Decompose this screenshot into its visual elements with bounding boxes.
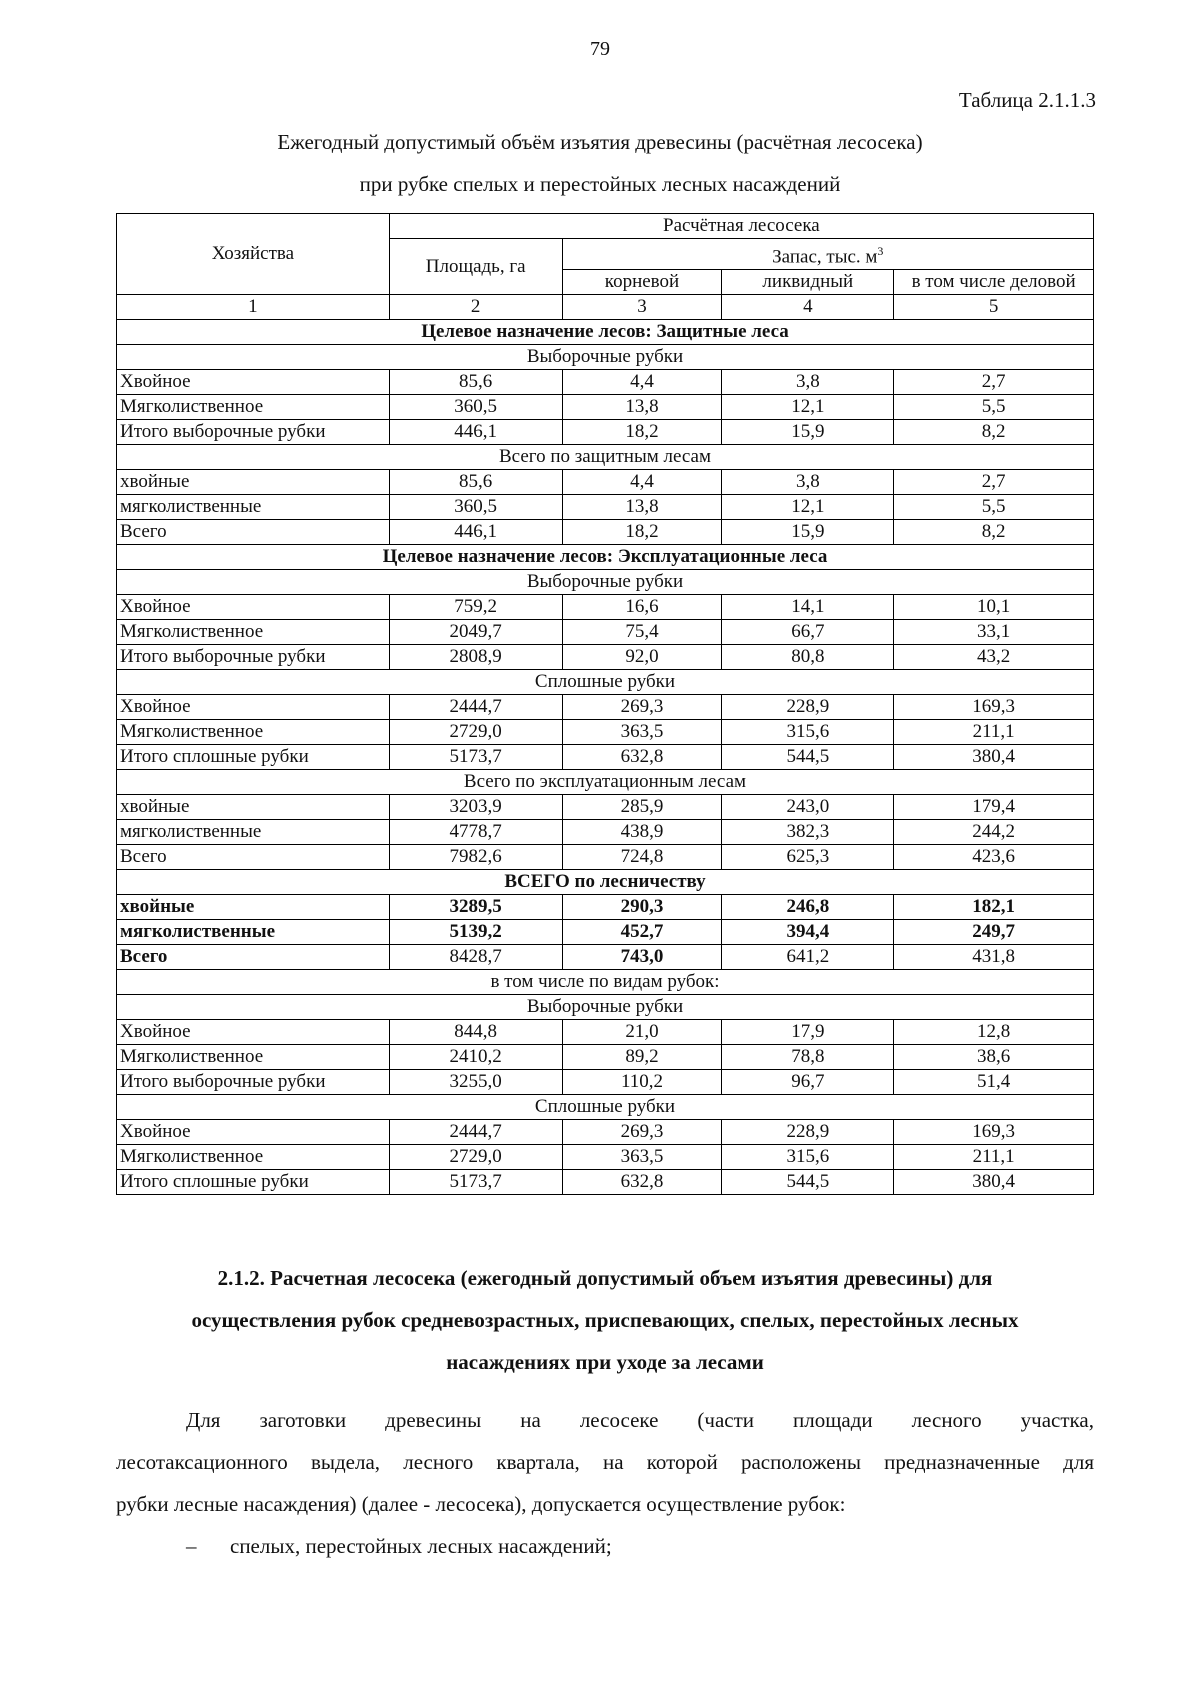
row-value: 2729,0: [389, 1145, 562, 1170]
row-value: 7982,6: [389, 845, 562, 870]
row-value: 244,2: [894, 820, 1094, 845]
section-title: Целевое назначение лесов: Защитные леса: [117, 320, 1094, 345]
row-label: Хвойное: [117, 1020, 390, 1045]
row-value: 363,5: [562, 720, 722, 745]
table-row: [117, 620, 1094, 645]
section-title: в том числе по видам рубок:: [117, 970, 1094, 995]
row-value: 285,9: [562, 795, 722, 820]
table-row: [117, 720, 1094, 745]
section-title: Сплошные рубки: [117, 1095, 1094, 1120]
row-value: 66,7: [722, 620, 894, 645]
row-value: 360,5: [389, 395, 562, 420]
bullet-text: спелых, перестойных лесных насаждений;: [230, 1534, 612, 1558]
row-value: 211,1: [894, 720, 1094, 745]
header-root: корневой: [562, 270, 722, 295]
row-value: 38,6: [894, 1045, 1094, 1070]
row-value: 211,1: [894, 1145, 1094, 1170]
row-value: 179,4: [894, 795, 1094, 820]
row-value: 21,0: [562, 1020, 722, 1045]
section-row: [117, 545, 1094, 570]
row-label: Итого сплошные рубки: [117, 1170, 390, 1195]
row-value: 759,2: [389, 595, 562, 620]
row-value: 641,2: [722, 945, 894, 970]
row-label: хвойные: [117, 795, 390, 820]
header-stock-label: Запас, тыс. м: [772, 246, 878, 268]
table-caption-line-1: Ежегодный допустимый объём изъятия древесины (расчётная лесосека): [277, 130, 923, 154]
header-number-4: 4: [722, 295, 894, 320]
row-value: 10,1: [894, 595, 1094, 620]
row-label: мягколиственные: [117, 920, 390, 945]
row-value: 85,6: [389, 470, 562, 495]
section-title: Выборочные рубки: [117, 995, 1094, 1020]
row-value: 446,1: [389, 420, 562, 445]
header-number-1: 1: [117, 295, 390, 320]
row-label: Итого выборочные рубки: [117, 420, 390, 445]
row-value: 43,2: [894, 645, 1094, 670]
table-row: [117, 1170, 1094, 1195]
table-body: [117, 320, 1094, 1195]
table-row: [117, 420, 1094, 445]
header-number-5: 5: [894, 295, 1094, 320]
row-value: 544,5: [722, 1170, 894, 1195]
table-row: [117, 370, 1094, 395]
row-value: 110,2: [562, 1070, 722, 1095]
row-value: 844,8: [389, 1020, 562, 1045]
table-row: [117, 395, 1094, 420]
row-value: 8,2: [894, 520, 1094, 545]
row-value: 625,3: [722, 845, 894, 870]
row-value: 2444,7: [389, 695, 562, 720]
row-value: 5,5: [894, 495, 1094, 520]
paragraph-line-3: рубки лесные насаждения) (далее - лесосека), допускается осуществление рубок:: [116, 1492, 846, 1516]
header-number-2: 2: [389, 295, 562, 320]
row-label: Мягколиственное: [117, 395, 390, 420]
row-value: 92,0: [562, 645, 722, 670]
row-value: 5139,2: [389, 920, 562, 945]
header-stock-unit-sup: 3: [877, 244, 884, 258]
row-value: 446,1: [389, 520, 562, 545]
header-liquid: ликвидный: [722, 270, 894, 295]
table-row: [117, 1120, 1094, 1145]
table-row: [117, 595, 1094, 620]
section-row: [117, 1095, 1094, 1120]
row-value: 12,1: [722, 395, 894, 420]
row-label: Мягколиственное: [117, 620, 390, 645]
lesoseka-table: [116, 213, 1094, 1195]
row-value: 315,6: [722, 720, 894, 745]
table-row: [117, 820, 1094, 845]
row-value: 33,1: [894, 620, 1094, 645]
header-area: Площадь, га: [389, 239, 562, 295]
row-label: Хвойное: [117, 695, 390, 720]
row-value: 5173,7: [389, 1170, 562, 1195]
row-label: мягколиственные: [117, 820, 390, 845]
row-label: мягколиственные: [117, 495, 390, 520]
row-value: 2410,2: [389, 1045, 562, 1070]
table-row: [117, 1070, 1094, 1095]
row-value: 246,8: [722, 895, 894, 920]
row-value: 15,9: [722, 520, 894, 545]
row-value: 743,0: [562, 945, 722, 970]
row-value: 544,5: [722, 745, 894, 770]
table-label: Таблица 2.1.1.3: [958, 88, 1096, 112]
table-row: [117, 645, 1094, 670]
row-value: 4778,7: [389, 820, 562, 845]
row-value: 380,4: [894, 1170, 1094, 1195]
row-value: 89,2: [562, 1045, 722, 1070]
header-stock: [562, 239, 1093, 270]
row-value: 96,7: [722, 1070, 894, 1095]
section-heading-line-1: 2.1.2. Расчетная лесосека (ежегодный допустимый объем изъятия древесины) для: [217, 1266, 993, 1290]
table-row: [117, 1020, 1094, 1045]
row-value: 243,0: [722, 795, 894, 820]
row-value: 632,8: [562, 1170, 722, 1195]
section-title: Выборочные рубки: [117, 345, 1094, 370]
row-label: Итого сплошные рубки: [117, 745, 390, 770]
section-row: [117, 320, 1094, 345]
row-value: 80,8: [722, 645, 894, 670]
row-value: 2049,7: [389, 620, 562, 645]
section-row: [117, 570, 1094, 595]
row-label: Хвойное: [117, 1120, 390, 1145]
section-title: ВСЕГО по лесничеству: [117, 870, 1094, 895]
table-row: [117, 1045, 1094, 1070]
section-row: [117, 970, 1094, 995]
row-value: 269,3: [562, 695, 722, 720]
row-value: 5173,7: [389, 745, 562, 770]
row-label: Мягколиственное: [117, 1045, 390, 1070]
row-value: 8,2: [894, 420, 1094, 445]
section-heading-line-2: осуществления рубок средневозрастных, приспевающих, спелых, перестойных лесных: [191, 1308, 1019, 1332]
row-label: Итого выборочные рубки: [117, 645, 390, 670]
section-title: Целевое назначение лесов: Эксплуатационные леса: [117, 545, 1094, 570]
row-value: 169,3: [894, 695, 1094, 720]
section-title: Выборочные рубки: [117, 570, 1094, 595]
row-value: 228,9: [722, 1120, 894, 1145]
table-row: [117, 895, 1094, 920]
row-value: 4,4: [562, 470, 722, 495]
row-value: 85,6: [389, 370, 562, 395]
row-value: 452,7: [562, 920, 722, 945]
row-label: Мягколиственное: [117, 720, 390, 745]
table-row: [117, 845, 1094, 870]
row-value: 269,3: [562, 1120, 722, 1145]
row-value: 17,9: [722, 1020, 894, 1045]
row-label: Мягколиственное: [117, 1145, 390, 1170]
row-value: 3289,5: [389, 895, 562, 920]
table-row: [117, 470, 1094, 495]
row-value: 18,2: [562, 520, 722, 545]
row-value: 13,8: [562, 395, 722, 420]
table-row: [117, 945, 1094, 970]
row-label: Итого выборочные рубки: [117, 1070, 390, 1095]
table-row: [117, 495, 1094, 520]
row-value: 3255,0: [389, 1070, 562, 1095]
row-label: Всего: [117, 520, 390, 545]
row-value: 380,4: [894, 745, 1094, 770]
row-value: 290,3: [562, 895, 722, 920]
section-row: [117, 345, 1094, 370]
row-value: 5,5: [894, 395, 1094, 420]
table-row: [117, 795, 1094, 820]
row-value: 14,1: [722, 595, 894, 620]
header-business: в том числе деловой: [894, 270, 1094, 295]
paragraph-line-2: лесотаксационного выдела, лесного квартала, на которой расположены предназначенные для: [116, 1450, 1094, 1474]
header-number-3: 3: [562, 295, 722, 320]
row-value: 2808,9: [389, 645, 562, 670]
paragraph-line-1: Для заготовки древесины на лесосеке (части площади лесного участка,: [186, 1408, 1094, 1432]
row-value: 8428,7: [389, 945, 562, 970]
row-value: 431,8: [894, 945, 1094, 970]
row-value: 15,9: [722, 420, 894, 445]
table-row: [117, 745, 1094, 770]
section-row: [117, 770, 1094, 795]
row-value: 51,4: [894, 1070, 1094, 1095]
table-row: [117, 920, 1094, 945]
row-value: 382,3: [722, 820, 894, 845]
table-row: [117, 1145, 1094, 1170]
table-caption-line-2: при рубке спелых и перестойных лесных насаждений: [359, 172, 841, 196]
table-row: [117, 695, 1094, 720]
row-label: хвойные: [117, 895, 390, 920]
section-row: [117, 870, 1094, 895]
row-value: 724,8: [562, 845, 722, 870]
row-value: 12,1: [722, 495, 894, 520]
row-value: 394,4: [722, 920, 894, 945]
row-value: 315,6: [722, 1145, 894, 1170]
section-heading-line-3: насаждениях при уходе за лесами: [446, 1350, 764, 1374]
row-value: 3,8: [722, 370, 894, 395]
row-value: 4,4: [562, 370, 722, 395]
row-value: 78,8: [722, 1045, 894, 1070]
row-value: 438,9: [562, 820, 722, 845]
row-value: 2729,0: [389, 720, 562, 745]
row-value: 12,8: [894, 1020, 1094, 1045]
row-value: 3203,9: [389, 795, 562, 820]
row-value: 228,9: [722, 695, 894, 720]
row-value: 360,5: [389, 495, 562, 520]
row-label: хвойные: [117, 470, 390, 495]
row-value: 169,3: [894, 1120, 1094, 1145]
section-row: [117, 670, 1094, 695]
row-value: 16,6: [562, 595, 722, 620]
row-value: 363,5: [562, 1145, 722, 1170]
section-title: Сплошные рубки: [117, 670, 1094, 695]
row-label: Всего: [117, 845, 390, 870]
row-value: 75,4: [562, 620, 722, 645]
row-value: 13,8: [562, 495, 722, 520]
page-number: 79: [590, 38, 610, 60]
row-label: Хвойное: [117, 370, 390, 395]
section-title: Всего по эксплуатационным лесам: [117, 770, 1094, 795]
section-row: [117, 445, 1094, 470]
row-value: 2,7: [894, 370, 1094, 395]
row-value: 632,8: [562, 745, 722, 770]
bullet-item: [186, 1534, 612, 1559]
header-calculated-cutting-area: Расчётная лесосека: [389, 214, 1093, 239]
row-value: 3,8: [722, 470, 894, 495]
row-value: 2444,7: [389, 1120, 562, 1145]
header-farms: Хозяйства: [117, 214, 390, 295]
row-value: 18,2: [562, 420, 722, 445]
row-value: 249,7: [894, 920, 1094, 945]
row-label: Хвойное: [117, 595, 390, 620]
row-value: 423,6: [894, 845, 1094, 870]
row-value: 2,7: [894, 470, 1094, 495]
row-value: 182,1: [894, 895, 1094, 920]
row-label: Всего: [117, 945, 390, 970]
bullet-dash: –: [186, 1534, 197, 1558]
section-title: Всего по защитным лесам: [117, 445, 1094, 470]
section-row: [117, 995, 1094, 1020]
table-row: [117, 520, 1094, 545]
